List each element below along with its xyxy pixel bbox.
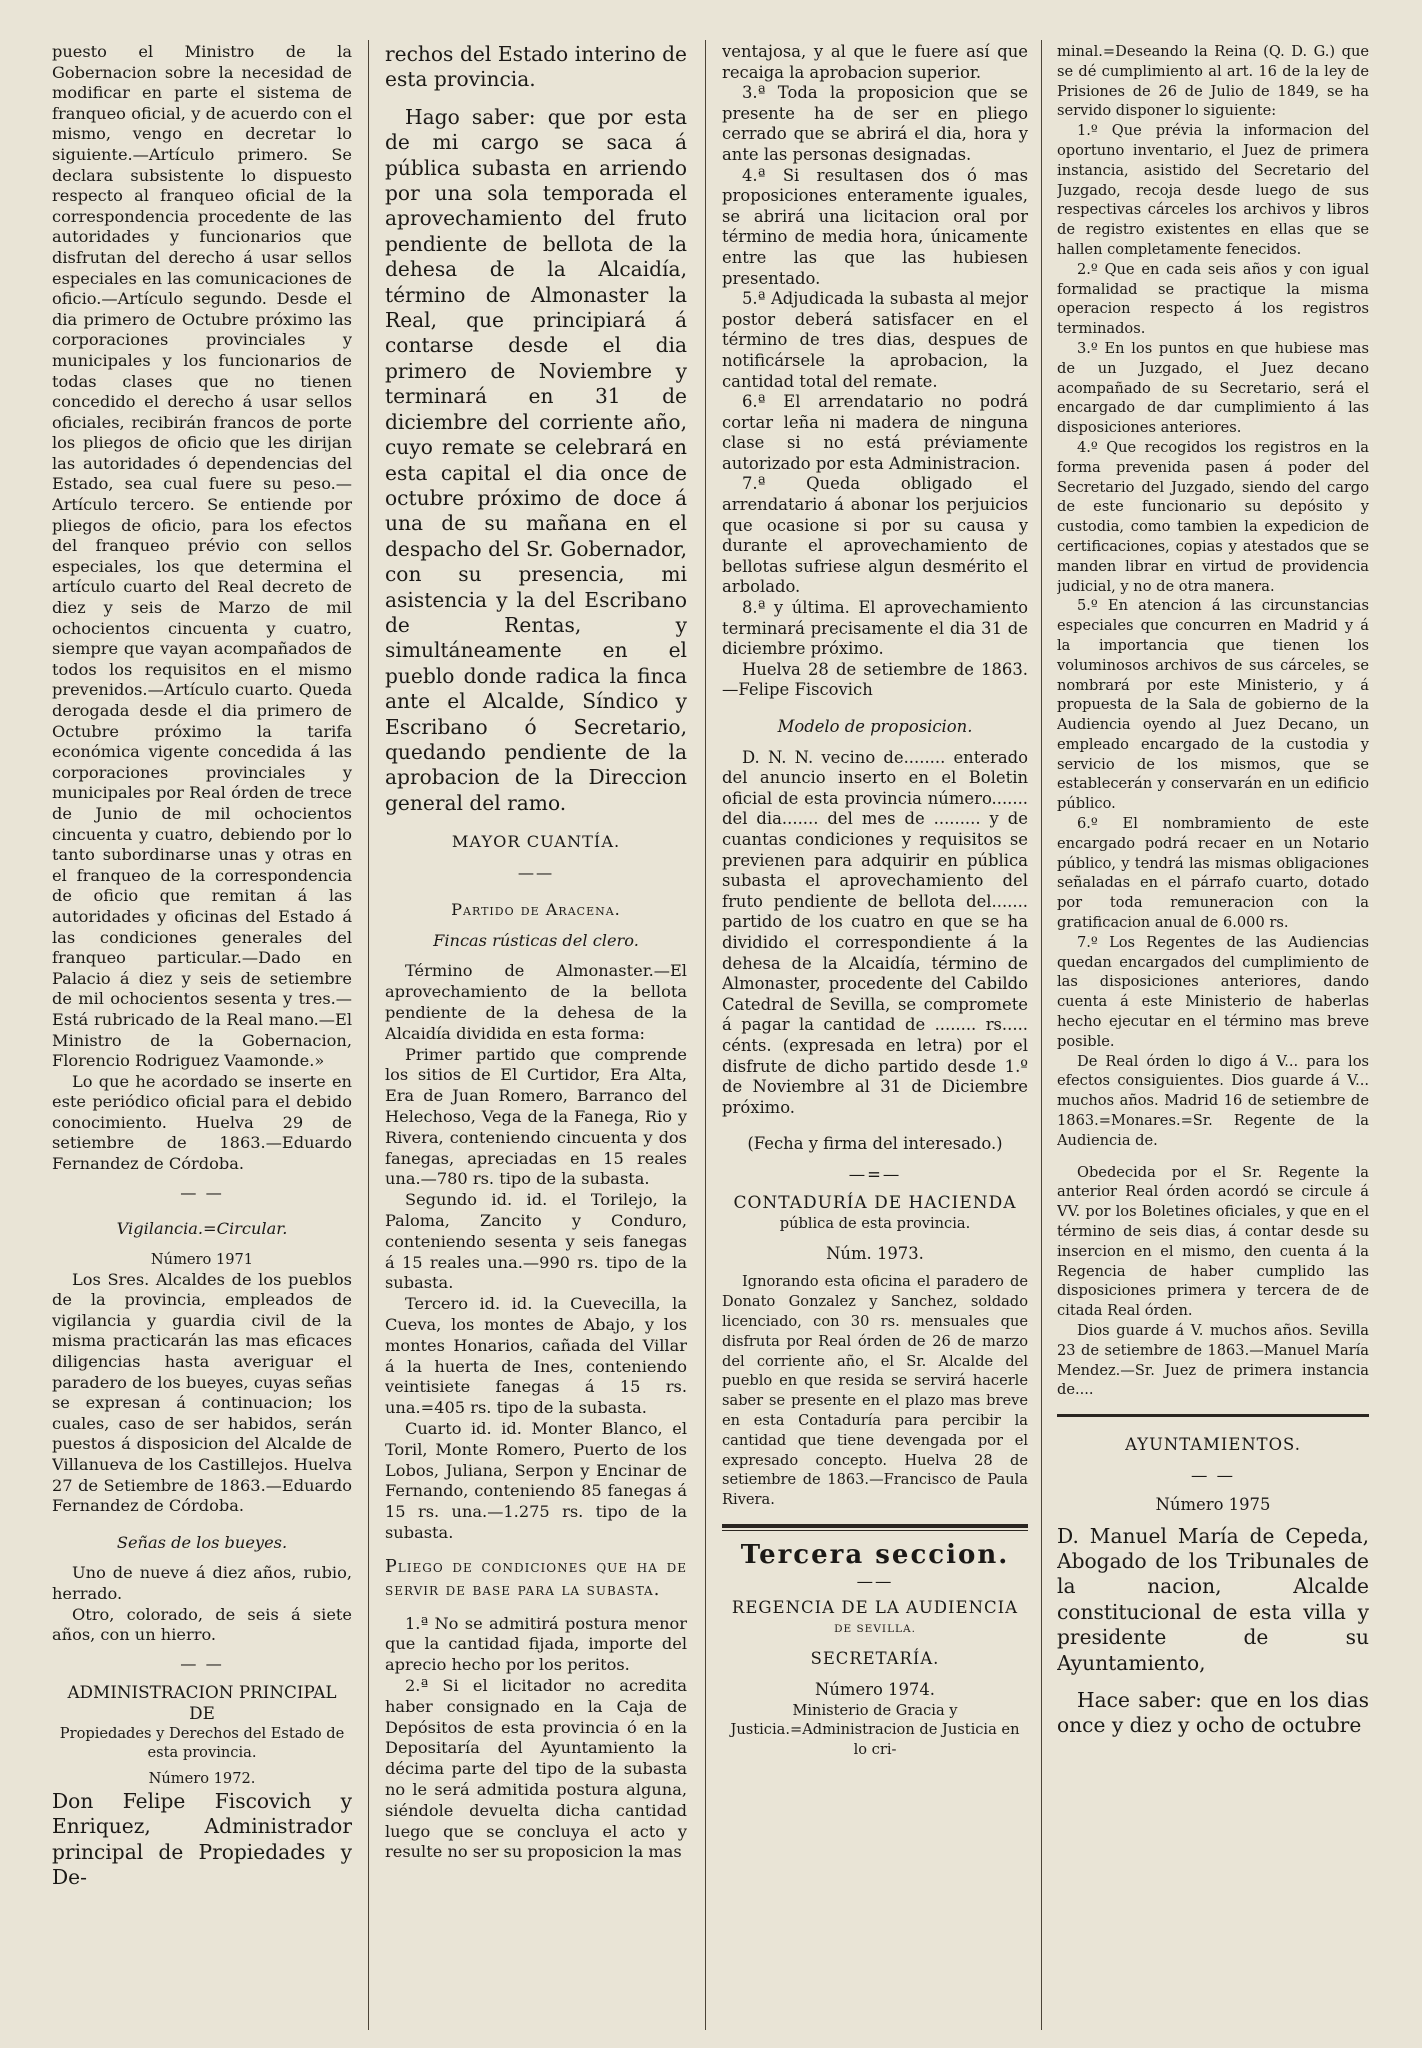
hace-saber-text: Hace saber: que en los dias once y diez y ocho de octubre bbox=[1057, 1688, 1369, 1738]
article-text: 1.º Que prévia la informacion del oportuno inventario, el Juez de primera instancia, asistido del Secretario del Juzgado, recoja desde luego de sus respectivas cárceles los archivos y libros de registro existentes en ellas que se hallen completamente fenecidos. bbox=[1057, 122, 1369, 258]
section-rule bbox=[722, 1524, 1028, 1531]
regencia-number: Número 1974. bbox=[815, 1679, 935, 1699]
buey-description: Uno de nueve á diez años, rubio, herrado. bbox=[52, 1563, 352, 1603]
condition-text: 2.ª Si el licitador no acredita haber consignado en la Caja de Depósitos de esta provincia ó en la Depositaría del Ayuntamiento la décima parte del tipo de la subasta no le será admitida postura alguna, siéndole devuelta dicha cantidad luego que se concluya el acto y resulte no ser su proposicion la mas bbox=[385, 1676, 687, 1862]
section-title: Tercera seccion. bbox=[740, 1540, 1010, 1571]
separator: —— bbox=[856, 1571, 894, 1591]
modelo-title: Modelo de proposicion. bbox=[777, 717, 973, 736]
regencia-title: REGENCIA DE LA AUDIENCIA bbox=[731, 1598, 1019, 1618]
condition-text: 1.ª No se admitirá postura menor que la cantidad fijada, importe del aprecio hecho por los peritos. bbox=[385, 1613, 687, 1675]
vigilancia-title: Vigilancia.=Circular. bbox=[116, 1219, 288, 1239]
termino-text: Término de Almonaster.—El aprovechamiento de la bellota pendiente de la dehesa de la Alcaidía dividida en esta forma: bbox=[385, 961, 687, 1043]
partido-title: Partido de Aracena. bbox=[451, 899, 621, 919]
separator: — — bbox=[180, 1182, 224, 1202]
signature: Huelva 28 de setiembre de 1863. —Felipe Fiscovich bbox=[722, 659, 1028, 700]
condition-text: 4.ª Si resultasen dos ó mas proposiciones enteramente iguales, se abrirá una licitacion oral por término de media hora, únicamente entre las que las hubiesen presentado. bbox=[722, 165, 1028, 288]
column-1 bbox=[52, 42, 352, 2038]
article-text: 7.º Los Regentes de las Audiencias quedan encargados del cumplimiento de las disposiciones anteriores, dando cuenta á este Ministerio de haberlas hecho ejecutar en el término mas breve posible. bbox=[1057, 933, 1369, 1050]
column-2 bbox=[385, 42, 687, 2038]
condition-text: 3.ª Toda la proposicion que se presente ha de ser en pliego cerrado que se abrirá el dia, hora y ante las personas designadas. bbox=[722, 83, 1028, 164]
pliego-title: Pliego de condiciones que ha de servir de base para la subasta. bbox=[385, 1556, 687, 1600]
article-text: 3.º En los puntos en que hubiese mas de un Juzgado, el Juez decano acompañado de su Secretario, será el encargado de dar cumplimiento á las disposiciones anteriores. bbox=[1057, 339, 1369, 437]
separator: —— bbox=[517, 862, 555, 882]
column-rule bbox=[705, 40, 706, 2030]
hago-saber: Hago saber: que por esta de mi cargo se saca á pública subasta en arriendo por una sola temporada el aprovechamiento del fruto pendiente de bellota de la dehesa de la Alcaidía, término de Almonaster la Real, que principiará á contarse desde el dia primero de Noviembre y terminará en 31 de diciembre del corriente año, cuyo remate se celebrará en esta capital el dia once de octubre próximo de doce á una de su mañana en el despacho del Sr. Gobernador, con su presencia, mi asistencia y la del Escribano de Rentas, y simultáneamente en el pueblo donde radica la finca ante el Alcalde, Síndico y Escribano ó Secretario, quedando pendiente de la aprobacion de la Direccion general del ramo. bbox=[385, 104, 687, 815]
regencia-subtitle: DE SEVILLA. bbox=[834, 1622, 916, 1635]
admin-subtitle: Propiedades y Derechos del Estado de esta provincia. bbox=[59, 1724, 345, 1762]
vigilancia-number: Número 1971 bbox=[150, 1250, 254, 1268]
senas-title: Señas de los bueyes. bbox=[116, 1532, 288, 1552]
buey-description: Otro, colorado, de seis á siete años, con un hierro. bbox=[52, 1604, 352, 1645]
condition-text: ventajosa, y al que le fuere así que recaiga la aprobacion superior. bbox=[722, 42, 1028, 82]
condition-text: 5.ª Adjudicada la subasta al mejor postor deberá satisfacer en el término de tres dias, despues de notificársele la aprobacion, la cantidad total del remate. bbox=[722, 289, 1028, 391]
column-4 bbox=[1057, 42, 1369, 2038]
secretaria-title: SECRETARÍA. bbox=[810, 1649, 940, 1669]
decree-text: puesto el Ministro de la Gobernacion sobre la necesidad de modificar en parte el sistema de franqueo oficial, y de acuerdo con el mismo, vengo en decretar lo siguiente.—Artículo primero. Se declara subsistente lo dispuesto respecto al franqueo oficial de la correspondencia procedente de las autoridades y funcionarios que disfrutan del derecho á usar sellos especiales en las comunicaciones de oficio.—Artículo segundo. Desde el dia primero de Octubre próximo las corporaciones provinciales y municipales y los funcionarios de todas clases que no tienen concedido el derecho á usar sellos oficiales, recibirán francos de porte los pliegos de oficio que les dirijan las autoridades ó dependencias del Estado, sea cual fuere su peso.—Artículo tercero. Se entiende por pliegos de oficio, para los efectos del franqueo prévio con sellos especiales, los que determina el artículo cuarto del Real decreto de diez y seis de Marzo de mil ochocientos cincuenta y cuatro, siempre que vayan acompañados de todos los requisitos en el mismo prevenidos.—Artículo cuarto. Queda derogada desde el dia primero de Octubre próximo la tarifa económica vigente concedida á las corporaciones provinciales y municipales por Real órden de trece de Junio de mil ochocientos cincuenta y cuatro, debiendo por lo tanto subordinarse unas y otras en el franqueo de la correspondencia de oficio que remitan á las autoridades y oficinas del Estado á las condiciones generales del franqueo particular.—Dado en Palacio á diez y seis de setiembre de mil ochocientos sesenta y tres.—Está rubricado de la Real mano.—El Ministro de la Gobernacion, Florencio Rodriguez Vaamonde.» bbox=[52, 42, 352, 1071]
real-orden-text: De Real órden lo digo á V... para los efectos consiguientes. Dios guarde á V... muchos años. Madrid 16 de setiembre de 1863.=Monares.=Sr. Regente de la Audiencia de. bbox=[1057, 1052, 1369, 1149]
separator: — — bbox=[180, 1653, 224, 1673]
contaduria-text: Ignorando esta oficina el paradero de Donato Gonzalez y Sanchez, soldado licenciado, con 30 rs. mensuales que disfruta por Real órden de 26 de marzo del corriente año, el Sr. Alcalde del pueblo en que resida se servirá hacerle saber se presente en el plazo mas breve en esta Contaduría para percibir la cantidad que tiene devengada por el expresado concepto. Huelva 28 de setiembre de 1863.—Francisco de Paula Rivera. bbox=[722, 1273, 1028, 1509]
mayor-cuantia: MAYOR CUANTÍA. bbox=[451, 832, 621, 852]
contaduria-subtitle: pública de esta provincia. bbox=[779, 1215, 971, 1233]
condition-text: 7.ª Queda obligado el arrendatario á abonar los perjuicios que ocasione si por su causa y durante el aprovechamiento de bellotas sufriese algun desmérito el arbolado. bbox=[722, 474, 1028, 597]
admin-title: ADMINISTRACION PRINCIPAL DE bbox=[67, 1682, 337, 1723]
column-rule bbox=[368, 40, 369, 2030]
ayto-number: Número 1975 bbox=[1155, 1494, 1271, 1514]
article-text: 4.º Que recogidos los registros en la forma prevenida pasen á poder del Secretario del Juzgado, siendo del cargo de este funcionario su depósito y custodia, como tambien la expedicion de certificaciones, copias y atestados que se manden librar en virtud de providencia judicial, y no de otra manera. bbox=[1057, 438, 1369, 595]
fincas-title: Fincas rústicas del clero. bbox=[433, 930, 639, 950]
modelo-text: D. N. N. vecino de........ enterado del anuncio inserto en el Boletin oficial de esta provincia número....... del dia....... del mes de ......... y de cuantas condiciones y requisitos se previenen para adquirir en pública subasta el aprovechamiento del fruto pendiente de bellota del....... partido de los cuatro en que se ha dividido el correspondiente á la dehesa de la Alcaidía, término de Almonaster, procedente del Cabildo Catedral de Sevilla, se compromete á pagar la cantidad de ........ rs..... cénts. (expresada en letra) por el disfrute de dicho partido desde 1.º de Noviembre al 31 de Diciembre próximo. bbox=[722, 747, 1028, 1117]
lote-text: Tercero id. id. la Cuevecilla, la Cueva, los montes de Abajo, y los montes Honarios, cañada del Villar á la huerta de Ines, conteniendo veintisiete fanegas á 15 rs. una.=405 rs. tipo de la subasta. bbox=[385, 1294, 687, 1418]
dios-guarde-text: Dios guarde á V. muchos años. Sevilla 23 de setiembre de 1863.—Manuel María Mendez.—Sr. Juez de primera instancia de.... bbox=[1057, 1322, 1369, 1399]
separator: — — bbox=[1191, 1465, 1235, 1485]
article-text: 2.º Que en cada seis años y con igual formalidad se practique la misma operacion respecto á los registros terminados. bbox=[1057, 260, 1369, 338]
ayuntamientos-title: AYUNTAMIENTOS. bbox=[1125, 1435, 1301, 1455]
vigilancia-text: Los Sres. Alcaldes de los pueblos de la provincia, empleados de vigilancia y guardia civil de la misma practicarán las mas eficaces diligencias hasta averiguar el paradero de los bueyes, cuyas señas se expresan á continuacion; los cuales, caso de ser habidos, serán puestos á disposicion del Alcalde de Villanueva de los Castillejos. Huelva 27 de Setiembre de 1863.—Eduardo Fernandez de Córdoba. bbox=[52, 1269, 352, 1516]
article-text: 5.º En atencion á las circunstancias especiales que concurren en Madrid y á la importancia que tienen los voluminosos archivos de sus cárceles, se nombrará por este Ministerio, y á propuesta de la Sala de gobierno de la Audiencia oyendo al Juez Decano, un empleado encargado de la custodia y servicio de los mismos, que se establecerán y conservarán en un edificio público. bbox=[1057, 597, 1369, 813]
governor-order: Lo que he acordado se inserte en este periódico oficial para el debido conocimiento. Huelva 29 de setiembre de 1863.—Eduardo Fernandez de Córdoba. bbox=[52, 1071, 352, 1174]
lote-text: Cuarto id. id. Monter Blanco, el Toril, Monte Romero, Puerto de los Lobos, Juliana, Serpon y Encinar de Fernando, conteniendo 85 fanegas á 15 rs. una.—1.275 rs. tipo de la subasta. bbox=[385, 1418, 687, 1542]
separator: —=— bbox=[848, 1164, 902, 1184]
royal-order-text: minal.=Deseando la Reina (Q. D. G.) que se dé cumplimiento al art. 16 de la ley de Prisiones de 26 de Julio de 1849, se ha servido disponer lo siguiente: bbox=[1057, 43, 1369, 120]
admin-intro-tail: rechos del Estado interino de esta provincia. bbox=[385, 42, 687, 92]
section-rule bbox=[1057, 1414, 1369, 1417]
condition-text: 8.ª y última. El aprovechamiento terminará precisamente el dia 31 de diciembre próximo. bbox=[722, 598, 1028, 659]
column-rule bbox=[1041, 40, 1042, 2030]
column-3 bbox=[722, 42, 1028, 2038]
fecha-firma: (Fecha y firma del interesado.) bbox=[747, 1134, 1003, 1154]
condition-text: 6.ª El arrendatario no podrá cortar leña ni madera de ninguna clase si no está préviamente autorizado por esta Administracion. bbox=[722, 392, 1028, 473]
lote-text: Primer partido que comprende los sitios de El Curtidor, Era Alta, Era de Juan Romero, Barranco del Helechoso, Vega de la Fanega, Rio y Rivera, conteniendo cincuenta y dos fanegas, apreciadas en 15 reales una.—780 rs. tipo de la subasta. bbox=[385, 1044, 687, 1189]
lote-text: Segundo id. id. el Torilejo, la Paloma, Zancito y Conduro, conteniendo sesenta y seis fanegas á 15 reales una.—990 rs. tipo de la subasta. bbox=[385, 1190, 687, 1293]
contaduria-number: Núm. 1973. bbox=[826, 1243, 924, 1263]
contaduria-title: CONTADURÍA DE HACIENDA bbox=[733, 1193, 1017, 1214]
admin-number: Número 1972. bbox=[148, 1770, 256, 1788]
admin-intro: Don Felipe Fiscovich y Enriquez, Administrador principal de Propiedades y De- bbox=[52, 1788, 352, 1890]
article-text: 6.º El nombramiento de este encargado podrá recaer en un Notario público, y tendrá las mismas obligaciones señaladas en el párrafo cuarto, dotado por toda remuneracion con la gratificacion anual de 6.000 rs. bbox=[1057, 815, 1369, 932]
obedecida-text: Obedecida por el Sr. Regente la anterior Real órden acordó se circule á VV. por los Boletines oficiales, y que en el término de seis dias, á contar desde su insercion en el mismo, den cuenta á la Regencia de haber cumplido las disposiciones primera y tercera de de citada Real órden. bbox=[1057, 1163, 1369, 1320]
regencia-intro: Ministerio de Gracia y Justicia.=Administracion de Justicia en lo cri- bbox=[730, 1701, 1020, 1759]
cepeda-text: D. Manuel María de Cepeda, Abogado de los Tribunales de la nacion, Alcalde constitucional de esta villa y presidente de su Ayuntamiento, bbox=[1057, 1523, 1369, 1675]
